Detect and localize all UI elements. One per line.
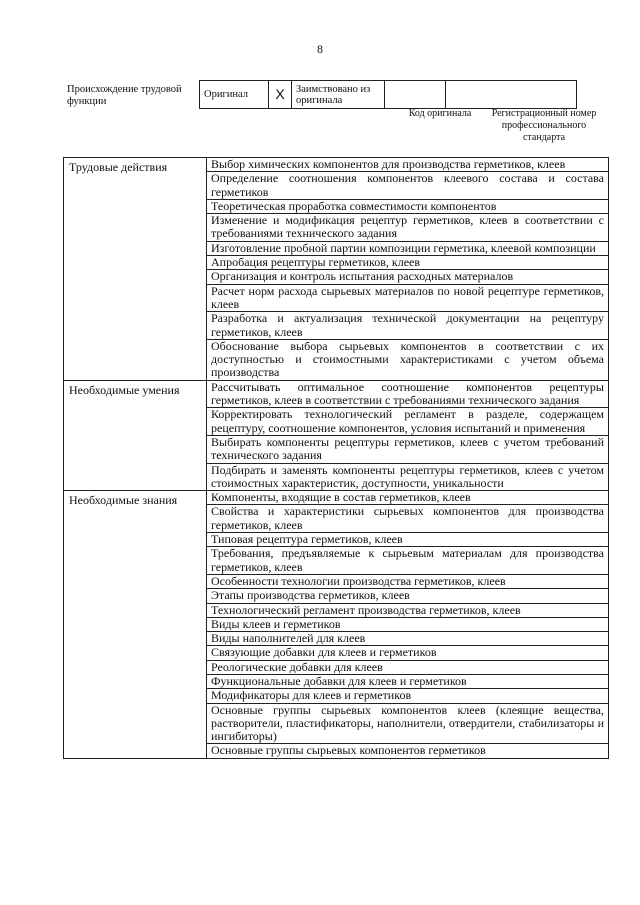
table-row <box>64 491 609 505</box>
section-item: Модификаторы для клеев и герметиков <box>207 689 609 703</box>
section-item: Расчет норм расхода сырьевых материалов по новой рецептуре герметиков, клеев <box>207 284 609 312</box>
reg-number-cell <box>446 81 577 109</box>
section-item: Компоненты, входящие в состав герметиков, клеев <box>207 491 609 505</box>
section-item: Определение соотношения компонентов клеевого состава и состава герметиков <box>207 172 609 200</box>
section-item: Теоретическая проработка совместимости компонентов <box>207 199 609 213</box>
section-item: Выбор химических компонентов для производства герметиков, клеев <box>207 158 609 172</box>
section-item: Свойства и характеристики сырьевых компонентов для производства герметиков, клеев <box>207 505 609 533</box>
section-item: Реологические добавки для клеев <box>207 660 609 674</box>
section-item: Корректировать технологический регламент в разделе, содержащем рецептуру, соотношение компонентов, условия испытаний и применения <box>207 408 609 436</box>
section-item: Обоснование выбора сырьевых компонентов в соответствии с их доступностью и стоимостными характеристиками с учетом объема производства <box>207 339 609 380</box>
page-number: 8 <box>317 42 323 56</box>
section-item: Функциональные добавки для клеев и герметиков <box>207 674 609 688</box>
reg-number-label: Регистрационный номер профессионального стандарта <box>491 108 597 143</box>
functions-table <box>63 157 609 759</box>
section-item: Выбирать компоненты рецептуры герметиков, клеев с учетом требований технического задания <box>207 435 609 463</box>
section-item: Виды наполнителей для клеев <box>207 632 609 646</box>
code-original-label: Код оригинала <box>408 108 472 119</box>
section-title-knowledge: Необходимые знания <box>64 491 207 759</box>
section-item: Разработка и актуализация технической документации на рецептуру герметиков, клеев <box>207 312 609 340</box>
section-item: Технологический регламент производства герметиков, клеев <box>207 603 609 617</box>
original-mark: X <box>269 81 292 109</box>
section-item: Рассчитывать оптимальное соотношение компонентов рецептуры герметиков, клеев в соответствии с требованиями технического задания <box>207 380 609 408</box>
origin-label: Происхождение трудовой функции <box>67 84 182 107</box>
table-row <box>64 158 609 172</box>
section-item: Основные группы сырьевых компонентов герметиков <box>207 744 609 758</box>
section-item: Организация и контроль испытания расходных материалов <box>207 270 609 284</box>
section-item: Основные группы сырьевых компонентов клеев (клеящие вещества, растворители, пластификаторы, наполнители, отвердители, стабилизаторы и ингибиторы) <box>207 703 609 744</box>
section-item: Виды клеев и герметиков <box>207 617 609 631</box>
original-cell: Оригинал <box>200 81 269 109</box>
table-row <box>64 380 609 408</box>
section-item: Изменение и модификация рецептур герметиков, клеев в соответствии с требованиями технического задания <box>207 214 609 242</box>
section-item: Апробация рецептуры герметиков, клеев <box>207 256 609 270</box>
section-item: Особенности технологии производства герметиков, клеев <box>207 574 609 588</box>
section-item: Типовая рецептура герметиков, клеев <box>207 533 609 547</box>
section-title-actions: Трудовые действия <box>64 158 207 381</box>
section-item: Этапы производства герметиков, клеев <box>207 589 609 603</box>
section-item: Подбирать и заменять компоненты рецептуры герметиков, клеев с учетом стоимостных характеристик, доступности, уникальности <box>207 463 609 491</box>
borrowed-cell: Заимствовано из оригинала <box>292 81 385 109</box>
section-title-skills: Необходимые умения <box>64 380 207 490</box>
origin-table <box>199 80 577 109</box>
section-item: Изготовление пробной партии композиции герметика, клеевой композиции <box>207 241 609 255</box>
code-cell <box>385 81 446 109</box>
section-item: Связующие добавки для клеев и герметиков <box>207 646 609 660</box>
section-item: Требования, предъявляемые к сырьевым материалам для производства герметиков, клеев <box>207 547 609 575</box>
